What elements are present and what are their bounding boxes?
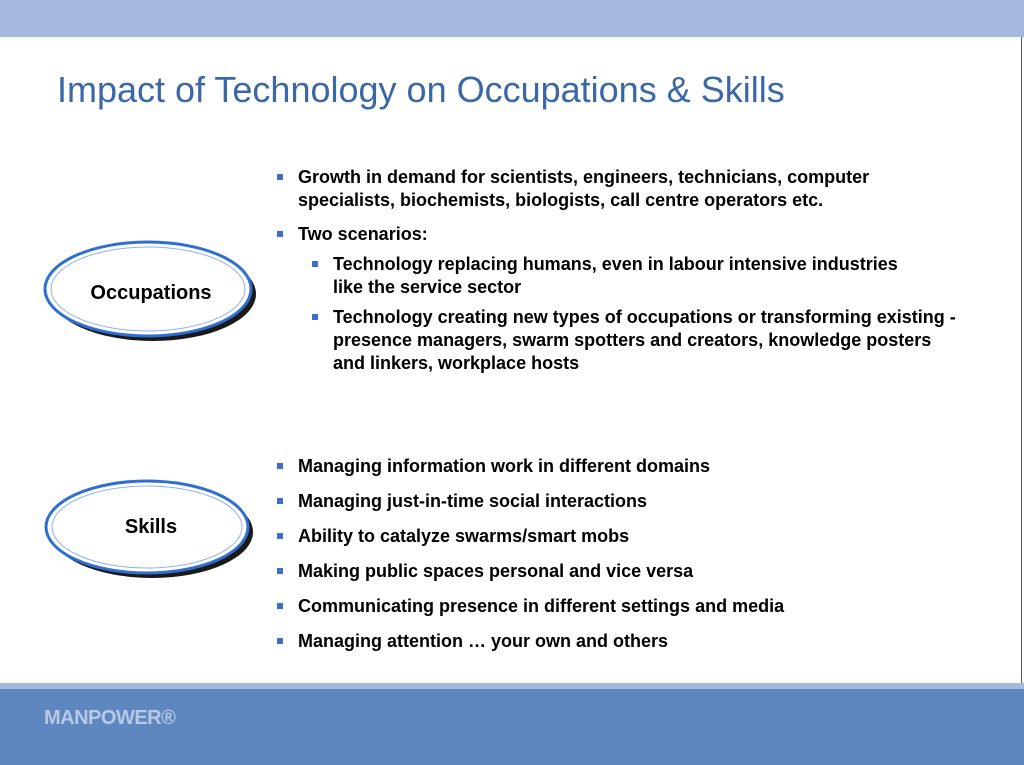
occupations-oval bbox=[42, 237, 260, 345]
top-band bbox=[0, 0, 1024, 37]
scenario-sub-bullet: Technology creating new types of occupations or transforming existing - presence managers, swarm spotters and creators, knowledge posters and linkers, workplace hosts bbox=[298, 306, 963, 375]
occupations-bullet-list bbox=[272, 166, 956, 375]
skills-bullet: Communicating presence in different settings and media bbox=[272, 595, 932, 618]
manpower-logo: MANPOWER® bbox=[44, 707, 176, 729]
slide-title: Impact of Technology on Occupations & Skills bbox=[57, 69, 785, 110]
skills-label: Skills bbox=[124, 516, 178, 538]
skills-bullet: Making public spaces personal and vice versa bbox=[272, 560, 932, 583]
skills-bullet: Ability to catalyze swarms/smart mobs bbox=[272, 525, 932, 548]
scenario-sub-list bbox=[298, 253, 956, 375]
scenario-sub-bullet: Technology replacing humans, even in labour intensive industries like the service sector bbox=[298, 253, 923, 299]
occupations-bullet-scenarios bbox=[272, 223, 956, 375]
skills-oval bbox=[42, 476, 260, 584]
skills-bullet: Managing attention … your own and others bbox=[272, 630, 932, 653]
slide-border bbox=[1021, 37, 1022, 683]
skills-bullet: Managing information work in different domains bbox=[272, 455, 932, 478]
occupations-bullet: Growth in demand for scientists, engineers, technicians, computer specialists, biochemists, biologists, call centre operators etc. bbox=[272, 166, 898, 212]
skills-bullet-list bbox=[272, 455, 932, 653]
skills-bullet: Managing just-in-time social interactions bbox=[272, 490, 932, 513]
occupations-bullet-label: Two scenarios: bbox=[298, 224, 428, 244]
occupations-label: Occupations bbox=[90, 282, 212, 304]
